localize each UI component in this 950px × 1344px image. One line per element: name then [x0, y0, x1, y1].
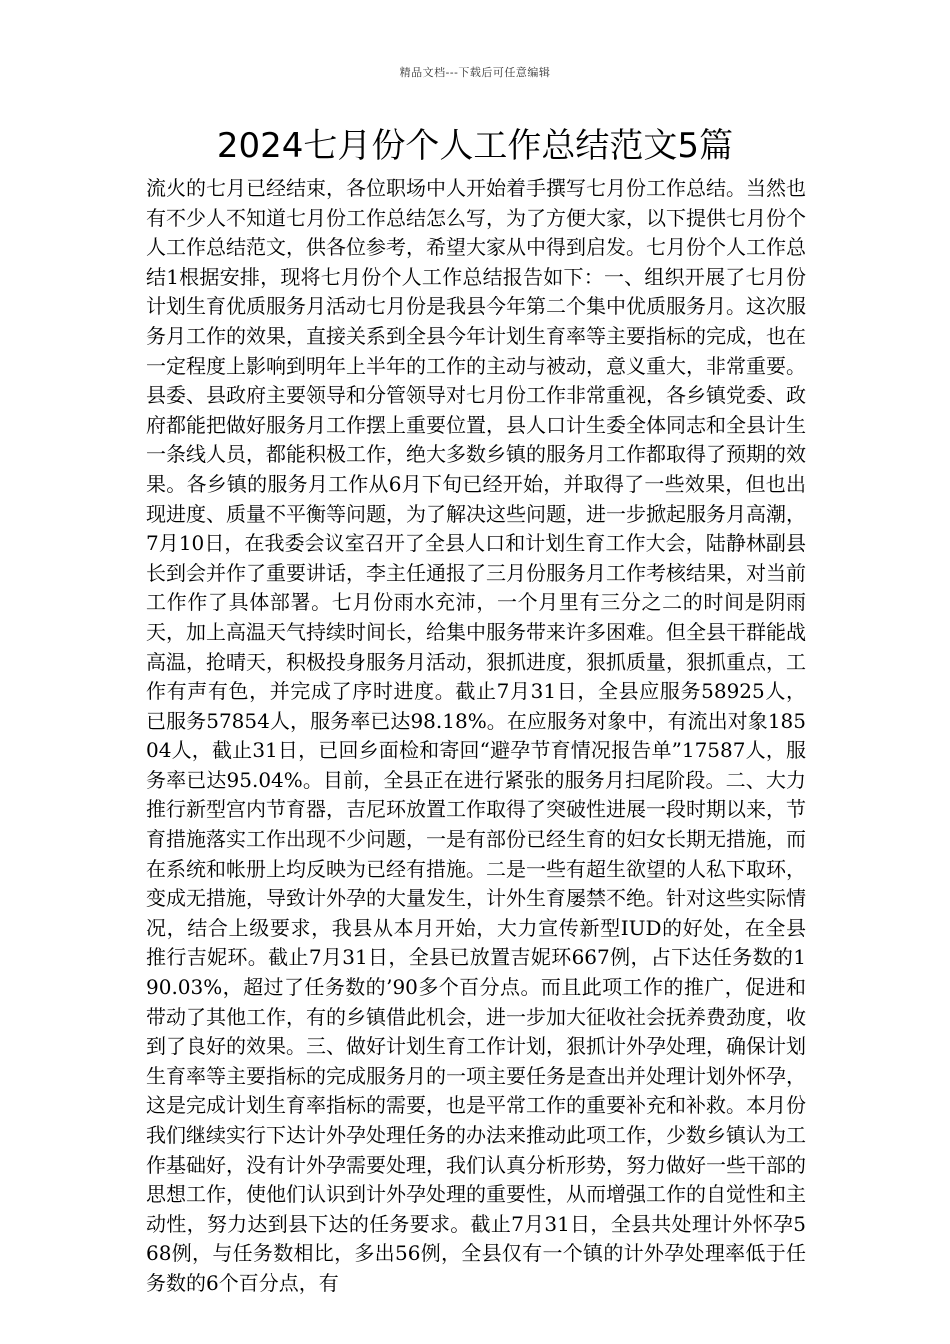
document-body-paragraph: 流火的七月已经结束，各位职场中人开始着手撰写七月份工作总结。当然也有不少人不知道七月份工作总结怎么写，为了方便大家，以下提供七月份个人工作总结范文，供各位参考，希望大家从中得到启发。七月份个人工作总结1根据安排，现将七月份个人工作总结报告如下：一、组织开展了七月份计划生育优质服务月活动七月份是我县今年第二个集中优质服务月。这次服务月工作的效果，直接关系到全县今年计划生育率等主要指标的完成，也在一定程度上影响到明年上半年的工作的主动与被动，意义重大，非常重要。县委、县政府主要领导和分管领导对七月份工作非常重视，各乡镇党委、政府都能把做好服务月工作摆上重要位置，县人口计生委全体同志和全县计生一条线人员，都能积极工作，绝大多数乡镇的服务月工作都取得了预期的效果。各乡镇的服务月工作从6月下旬已经开始，并取得了一些效果，但也出现进度、质量不平衡等问题，为了解决这些问题，进一步掀起服务月高潮，7月10日，在我委会议室召开了全县人口和计划生育工作大会，陆静林副县长到会并作了重要讲话，李主任通报了三月份服务月工作考核结果，对当前工作作了具体部署。七月份雨水充沛，一个月里有三分之二的时间是阴雨天，加上高温天气持续时间长，给集中服务带来许多困难。但全县干群能战高温，抢晴天，积极投身服务月活动，狠抓进度，狠抓质量，狠抓重点，工作有声有色，并完成了序时进度。截止7月31日，全县应服务58925人，已服务57854人，服务率已达98.18%。在应服务对象中，有流出对象18504人，截止31日，已回乡面检和寄回“避孕节育情况报告单”17587人，服务率已达95.04%。目前，全县正在进行紧张的服务月扫尾阶段。二、大力推行新型宫内节育器，吉尼环放置工作取得了突破性进展一段时期以来，节育措施落实工作出现不少问题，一是有部份已经生育的妇女长期无措施，而在系统和帐册上均反映为已经有措施。二是一些有超生欲望的人私下取环，变成无措施，导致计外孕的大量发生，计外生育屡禁不绝。针对这些实际情况，结合上级要求，我县从本月开始，大力宣传新型IUD的好处，在全县推行吉妮环。截止7月31日，全县已放置吉妮环667例，占下达任务数的190.03%，超过了任务数的’90多个百分点。而且此项工作的推广，促进和带动了其他工作，有的乡镇借此机会，进一步加大征收社会抚养费劲度，收到了良好的效果。三、做好计划生育工作计划，狠抓计外孕处理，确保计划生育率等主要指标的完成服务月的一项主要任务是查出并处理计划外怀孕，这是完成计划生育率指标的需要，也是平常工作的重要补充和补救。本月份我们继续实行下达计外孕处理任务的办法来推动此项工作，少数乡镇认为工作基础好，没有计外孕需要处理，我们认真分析形势，努力做好一些干部的思想工作，使他们认识到计外孕处理的重要性，从而增强工作的自觉性和主动性，努力达到县下达的任务要求。截止7月31日，全县共处理计外怀孕568例，与任务数相比，多出56例，全县仅有一个镇的计外孕处理率低于任务数的6个百分点，有 [146, 176, 806, 1295]
page-header-text: 精品文档---下载后可任意编辑 [399, 66, 551, 79]
document-title: 2024七月份个人工作总结范文5篇 [216, 126, 734, 166]
